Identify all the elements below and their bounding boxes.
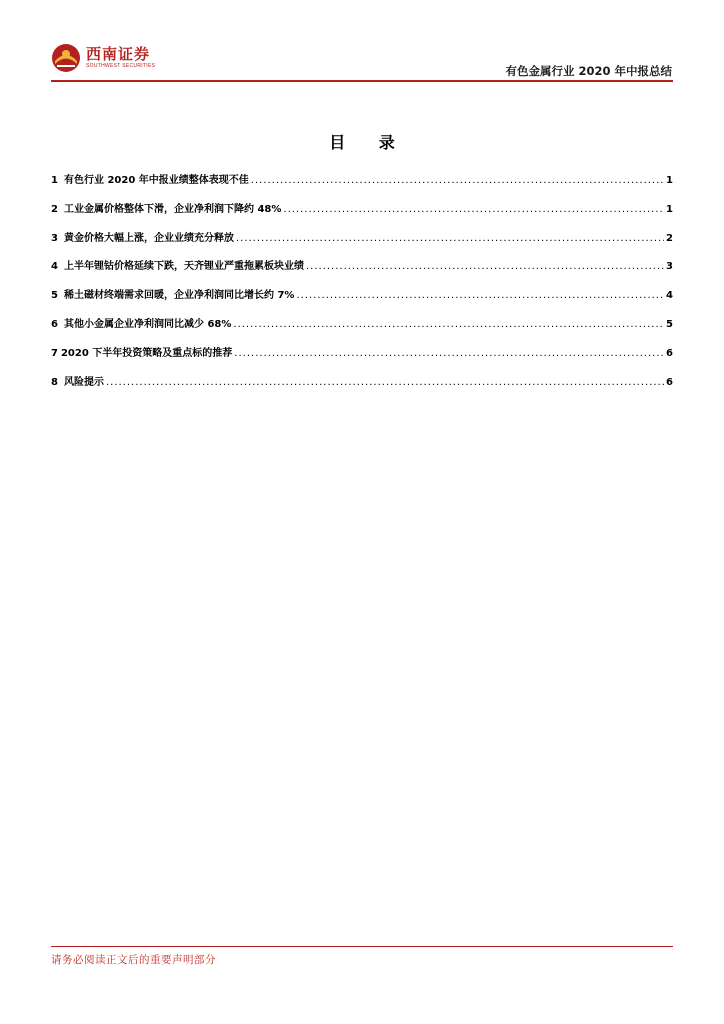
toc-dot-leader — [234, 348, 664, 359]
logo-name: 西南证券 — [86, 45, 151, 63]
report-title: 有色金属行业 2020 年中报总结 — [505, 64, 672, 78]
toc-entry-page: 6 — [666, 347, 673, 359]
toc-entry-8[interactable] — [51, 373, 673, 402]
toc-entry-number: 3 — [51, 232, 58, 244]
toc-entry-2[interactable] — [51, 200, 673, 229]
table-of-contents — [51, 171, 673, 401]
toc-entry-4[interactable] — [51, 257, 673, 286]
toc-entry-page: 1 — [666, 203, 673, 215]
toc-dot-leader — [236, 233, 664, 244]
toc-entry-7[interactable] — [51, 344, 673, 373]
footer-divider — [51, 946, 673, 947]
toc-entry-title: 2020 下半年投资策略及重点标的推荐 — [60, 347, 233, 359]
toc-entry-title: 风险提示 — [63, 376, 104, 388]
toc-entry-page: 1 — [666, 175, 673, 186]
header-divider — [51, 80, 673, 82]
toc-entry-number: 7 — [51, 347, 58, 359]
toc-entry-title: 稀土磁材终端需求回暖，企业净利润同比增长约 7% — [63, 290, 295, 302]
toc-dot-leader — [233, 319, 664, 330]
toc-entry-page: 2 — [666, 232, 673, 244]
toc-dot-leader — [283, 204, 664, 215]
toc-entry-title: 上半年锂钴价格延续下跌，天齐锂业严重拖累板块业绩 — [63, 261, 304, 273]
toc-entry-page: 4 — [666, 290, 673, 302]
toc-entry-page: 3 — [666, 261, 673, 273]
toc-entry-title: 黄金价格大幅上涨，企业业绩充分释放 — [63, 232, 234, 244]
toc-dot-leader — [251, 175, 664, 186]
toc-dot-leader — [106, 377, 664, 388]
toc-entry-number: 8 — [51, 376, 58, 388]
toc-entry-number: 6 — [51, 318, 58, 330]
toc-dot-leader — [296, 290, 664, 301]
toc-entry-title: 其他小金属企业净利润同比减少 68% — [63, 318, 232, 330]
southwest-securities-logo-icon — [51, 43, 81, 73]
company-logo — [51, 43, 155, 73]
toc-entry-page: 6 — [666, 376, 673, 388]
toc-entry-number: 2 — [51, 203, 58, 215]
toc-dot-leader — [306, 261, 664, 272]
toc-entry-page: 5 — [666, 318, 673, 330]
toc-entry-number: 4 — [51, 261, 58, 273]
toc-entry-number: 1 — [51, 175, 58, 186]
toc-entry-title: 有色行业 2020 年中报业绩整体表现不佳 — [63, 175, 249, 186]
toc-title: 目 录 — [329, 133, 409, 152]
toc-entry-5[interactable] — [51, 286, 673, 315]
toc-entry-title: 工业金属价格整体下滑，企业净利润下降约 48% — [63, 203, 282, 215]
toc-entry-number: 5 — [51, 290, 58, 302]
toc-entry-6[interactable] — [51, 315, 673, 344]
toc-entry-3[interactable] — [51, 229, 673, 258]
toc-entry-1[interactable] — [51, 171, 673, 200]
footer-disclaimer: 请务必阅读正文后的重要声明部分 — [51, 954, 216, 966]
logo-subtitle: SOUTHWEST SECURITIES — [86, 63, 156, 69]
